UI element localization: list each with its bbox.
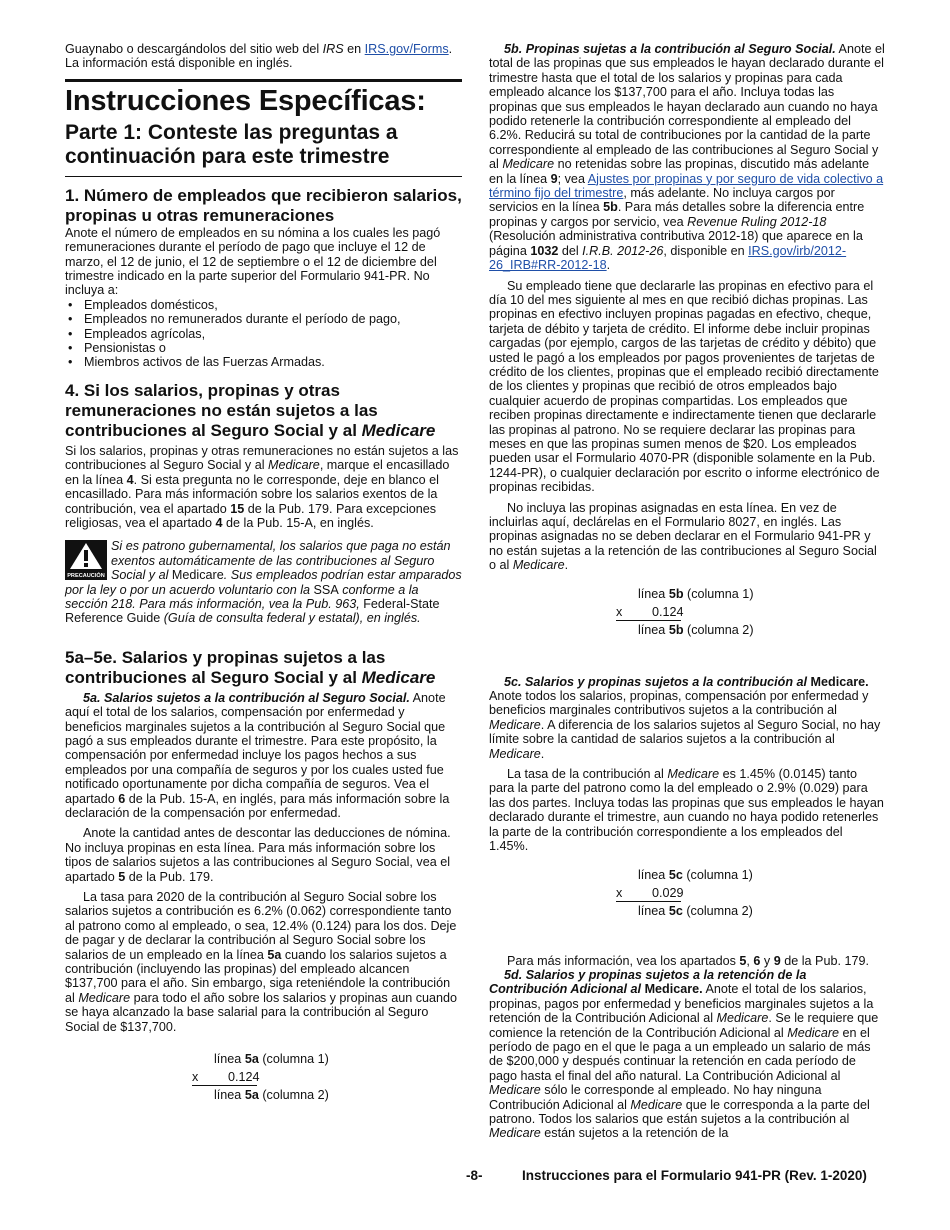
caution-italic: . Sus empleados podrían estar amparados por la ley o por un acuerdo voluntario con la [65, 568, 462, 597]
formula-ref: 5a [244, 1088, 259, 1103]
formula-ref: 5b [668, 622, 684, 637]
right-column [489, 42, 885, 1141]
body-text: No incluya las propinas asignadas en esta línea. En vez de incluirlas aquí, declárelas en el Formulario 8027, en inglés. Las propinas asignadas no se deben declarar en el Formulario 941-PR y no están sujetas a la retención de las contribuciones al Seguro Social o al [489, 500, 877, 573]
formula-line-1 [638, 585, 754, 603]
body-text: de la Pub. 179. [780, 953, 869, 968]
formula-text: (columna 1) [683, 586, 754, 601]
heading-text: 4. Si los salarios, propinas y otras remuneraciones no están sujetos a las contribuciones al Seguro Social y al [65, 380, 378, 440]
body-italic: Medicare [268, 458, 320, 473]
formula-rate: 0.029 [652, 885, 684, 900]
section-5-heading [65, 648, 462, 688]
formula-ref: 5c [668, 903, 683, 918]
formula-ref: 5c [668, 867, 683, 882]
body-text: , marque el encasillado en la línea [65, 458, 450, 487]
body-text: . [564, 558, 569, 573]
body-italic: Medicare [787, 1025, 840, 1040]
line-ref: 5b [603, 200, 618, 215]
list-item: • Empleados domésticos, [65, 298, 462, 312]
section-5a-paragraph-2 [65, 826, 462, 884]
intro-text: en [343, 42, 365, 56]
heading-italic: Medicare [361, 667, 436, 687]
formula-text: (columna 1) [682, 867, 753, 882]
body-text: , [746, 953, 754, 968]
formula-text: (columna 2) [682, 903, 753, 918]
multiply-sign: x [616, 604, 623, 619]
body-text: Anote la cantidad antes de descontar las deducciones de nómina. No incluya propinas en esta línea. Para más información sobre los tipos de salarios sujetos a las contribuciones al Seguro Social, vea el apartado [65, 826, 451, 884]
caution-note [65, 539, 462, 625]
caution-icon [65, 540, 107, 580]
body-italic: I.R.B. 2012-26 [582, 243, 664, 258]
lead-in: Medicare. [810, 674, 869, 689]
formula-line-2 [638, 902, 753, 920]
caution-plain: SSA [313, 582, 339, 597]
section-ref: 5 [118, 869, 126, 884]
formula-ref: 5b [668, 586, 684, 601]
formula-5a [192, 1050, 462, 1104]
formula-5c [616, 866, 885, 920]
irs-forms-link[interactable]: IRS.gov/Forms [364, 42, 449, 56]
body-text: (Resolución administrativa contributiva 2012-18) que aparece en la página [489, 229, 863, 258]
irb-link[interactable]: IRS.gov/irb/2012-26_IRB#RR-2012-18 [489, 243, 847, 273]
body-text: ; vea [557, 171, 588, 186]
body-text: . [540, 746, 545, 761]
heading-text: 5a–5e. Salarios y propinas sujetos a las contribuciones al Seguro Social y al [65, 647, 386, 687]
list-item: • Pensionistas o [65, 341, 462, 355]
caution-plain: Medicare [171, 568, 224, 583]
body-italic: Medicare [489, 1126, 541, 1141]
formula-text: línea [638, 586, 669, 601]
list-item: • Empleados no remunerados durante el período de pago, [65, 312, 462, 326]
exclusion-list [65, 298, 462, 370]
body-text: . Se le requiere que comience la retención de la Contribución Adicional al [489, 1011, 879, 1040]
section-1-body: Anote el número de empleados en su nómina a los cuales les pagó remuneraciones durante el período de pago que incluye el 12 de marzo, el 12 de junio, el 12 de septiembre o el 12 de diciembre del trimestre indicado en la parte superior del Formulario 941-PR. No incluya a: [65, 225, 441, 298]
body-italic: Medicare [667, 767, 720, 782]
section-1-heading: 1. Número de empleados que recibieron salarios, propinas u otras remuneraciones [65, 185, 462, 225]
more-info-paragraph [489, 954, 885, 968]
body-text: , disponible en [663, 243, 749, 258]
body-text: de la Pub. 179. Para excepciones religiosas, vea el apartado [65, 501, 437, 530]
line-ref: 9 [550, 171, 558, 186]
section-4-body [65, 444, 462, 530]
body-text: Anote aquí el total de los salarios, compensación por enfermedad y beneficios marginales sujetos a la contribución al Seguro Social que pagó a sus empleados durante el trimestre. Para este propósito, la compensación por enfermedad incluye los pagos hechos a sus empleados por una compañía de seguros y por los cuales usted fue notificado oportunamente por dicha compañía de seguros. Vea el apartado [65, 690, 446, 806]
section-ref: 6 [753, 953, 761, 968]
multiply-sign: x [192, 1070, 199, 1085]
section-ref: 15 [230, 501, 245, 516]
body-text: cuando los salarios sujetos a contribución (incluyendo las propinas) del empleado alcancen $137,700 para el año. Sin embargo, siga reteniéndole la contribución al [65, 947, 451, 1005]
caution-plain: Federal-State Reference Guide [65, 596, 440, 626]
body-text: en el período de pago en el que le paga a un empleado un salario de más de $200,000 y después continuar la retención en cada período de pago hasta el final del año natural. La Contribución Adicional al [489, 1025, 871, 1083]
body-text: . Si esta pregunta no le corresponde, deje en blanco el encasillado. Para más información sobre los salarios exentos de la contribución, vea el apartado [65, 472, 439, 516]
formula-rate: 0.124 [228, 1070, 260, 1085]
divider [65, 176, 462, 177]
formula-text: línea [214, 1088, 245, 1103]
formula-line-2 [638, 621, 754, 639]
body-text: Si los salarios, propinas y otras remuneraciones no están sujetos a las contribuciones al Seguro Social y al [65, 443, 459, 473]
section-5a-paragraph [65, 691, 462, 821]
section-5b-paragraph-3 [489, 501, 885, 573]
body-italic: Medicare [502, 157, 555, 172]
formula-text: (columna 2) [683, 622, 754, 637]
section-ref: 5 [739, 953, 747, 968]
body-text: La tasa de la contribución al [507, 767, 668, 782]
intro-text: . La información está disponible en inglés. [65, 42, 453, 71]
multiply-sign: x [616, 885, 623, 900]
body-text: La tasa para 2020 de la contribución al Seguro Social sobre los salarios sujetos a contribución es 6.2% (0.062) correspondiente tanto al patrono como al empleado, o sea, 12.4% (0.124) para los dos. Deje de pagar y de declarar la contribución al Seguro Social sobre los salarios de un empleado en la línea [65, 890, 457, 962]
body-italic: Medicare [716, 1011, 769, 1026]
section-5c-paragraph-2 [489, 767, 885, 853]
body-text: sólo le corresponde al empleado. No hay ninguna Contribución Adicional al [489, 1083, 822, 1112]
body-italic: Medicare [489, 746, 541, 761]
lead-in: 5b. Propinas sujetas a la contribución al Seguro Social. [504, 42, 836, 56]
section-5d-paragraph [489, 968, 885, 1141]
formula-ref: 5a [244, 1052, 259, 1067]
line-ref: 5a [267, 947, 282, 962]
intro-text: Guaynabo o descargándolos del sitio web del [65, 42, 323, 56]
body-text: de la Pub. 179. [125, 869, 214, 884]
formula-text: línea [638, 622, 669, 637]
body-text: para todo el año sobre los salarios y propinas aun cuando se haya alcanzado la base salarial para la contribución al Seguro Social de $137,700. [65, 990, 458, 1034]
body-text: que le corresponda a la parte del patrono. Todos los salarios que están sujetos a la contribución al [489, 1097, 870, 1126]
formula-text: (columna 2) [258, 1088, 329, 1103]
body-italic: Medicare [78, 990, 131, 1005]
body-text: de la Pub. 15-A, en inglés, para más información sobre la declaración de la compensación por enfermedad. [65, 791, 450, 820]
body-text: y [760, 953, 774, 968]
formula-line-1 [638, 866, 753, 884]
tips-adjustment-link[interactable]: Ajustes por propinas y por seguro de vida colectivo a término fijo del trimestre [489, 171, 884, 201]
list-item: • Empleados agrícolas, [65, 327, 462, 341]
body-italic: Medicare [489, 717, 541, 732]
section-5b-paragraph [489, 42, 885, 273]
section-5c-paragraph [489, 675, 885, 761]
section-rule [65, 79, 462, 82]
body-text: están sujetos a la retención de la [540, 1126, 729, 1141]
body-text: . A diferencia de los salarios sujetos al Seguro Social, no hay límite sobre la cantidad de salarios sujetos a la contribución al [489, 717, 881, 747]
body-text: . Para más detalles sobre la diferencia entre propinas y cargos por servicio, vea [489, 200, 865, 229]
formula-rate: 0.124 [652, 604, 684, 619]
irs-text: IRS [322, 42, 344, 56]
caution-italic: (Guía de consulta federal y estatal), en inglés. [160, 611, 421, 626]
section-ref: 4 [215, 515, 223, 530]
body-text: del [558, 243, 583, 258]
lead-in: Medicare. [644, 982, 703, 997]
left-column [65, 42, 462, 1104]
section-ref: 9 [773, 953, 781, 968]
body-text: Anote el total de los salarios, propinas, pagos por enfermedad y beneficios marginales sujetos a la retención de la Contribución Adicional al [489, 982, 874, 1026]
page-number: -8- [466, 1168, 483, 1183]
section-5b-paragraph-2: Su empleado tiene que declararle las propinas en efectivo para el día 10 del mes siguiente al mes en que recibió dichas propinas. Las propinas en efectivo incluyen propinas pagadas en efectivo, cheque, tarjeta de débito y tarjeta de crédito. El informe debe incluir propinas cargadas (por ejemplo, cargos de las tarjetas de crédito y débito) que usted le pagó a los empleados por pagos provenientes de tarjetas de crédito de los clientes, propinas que el empleado recibió directamente de los clientes y propinas que recibió de otros empleados bajo cualquier acuerdo de propinas compartidas. Los empleados que reciben propinas directamente e indirectamente tienen que declararle las propinas al patrono. No se requiere declarar las propinas para meses en que las propinas sumen menos de $20. Los empleados pueden usar el Formulario 4070-PR (disponible solamente en la Pub. 1244-PR), o cualquier declaración por escrito o informe electrónico de propinas recibidas. [489, 278, 880, 495]
heading-italic: Medicare [361, 420, 436, 440]
caution-italic: Si es patrono gubernamental, los salarios que paga no están exentos automáticamente de las contribuciones al Seguro Social y al [111, 539, 451, 583]
body-text: . [606, 258, 611, 273]
body-text: Anote el total de las propinas que sus empleados le hayan declarado durante el trimestre hasta que el total de los salarios y propinas para cada empleado alcance los $137,700 para el año. Incluya todas las propinas que sus empleados le hayan declarado aun cuando no haya podido retenerle la contribución correspondiente al empleado del 6.2%. Reducirá su total de contribuciones por la cantidad de la parte correspondiente al empleado de las contribuciones al Seguro Social y al [489, 42, 885, 172]
caution-label: PRECAUCIÓN [67, 573, 105, 580]
caution-italic: conforme a la sección 218. Para más información, vea la Pub. 963, [65, 582, 419, 611]
section-5a-paragraph-3 [65, 890, 462, 1034]
body-text: , más adelante. No incluya cargos por servicios en la línea [489, 186, 835, 215]
formula-text: línea [214, 1052, 245, 1067]
lead-in: 5c. Salarios y propinas sujetos a la contribución al [504, 674, 811, 689]
lead-in: 5a. Salarios sujetos a la contribución al Seguro Social. [83, 690, 410, 705]
body-italic: Revenue Ruling 2012-18 [687, 214, 827, 229]
formula-text: línea [638, 867, 669, 882]
page-title: Instrucciones Específicas: [65, 84, 426, 117]
intro-paragraph [65, 42, 462, 71]
formula-line-2 [214, 1086, 329, 1104]
caution-text [65, 539, 462, 625]
body-text: de la Pub. 15-A, en inglés. [222, 515, 374, 530]
formula-line-1 [214, 1050, 329, 1068]
formula-text: línea [638, 903, 669, 918]
lead-in: 5d. Salarios y propinas sujetos a la retención de la Contribución Adicional al [489, 967, 807, 997]
formula-5b [616, 585, 885, 639]
page-ref: 1032 [530, 243, 559, 258]
body-text: es 1.45% (0.0145) tanto para la parte del patrono como la del empleado o 2.9% (0.029) para las dos partes. Incluya todas las propinas que sus empleados le hayan declarado durante el trimestre, aun cuando no haya podido retenerles la parte de la contribución correspondiente a los empleados del 1.45%. [489, 767, 884, 854]
body-text: no retenidas sobre las propinas, discutido más adelante en la línea [489, 157, 870, 186]
body-text: Para más información, vea los apartados [507, 953, 740, 968]
list-item: • Miembros activos de las Fuerzas Armadas. [65, 355, 462, 369]
footer-title: Instrucciones para el Formulario 941-PR (Rev. 1-2020) [522, 1168, 867, 1183]
body-italic: Medicare [630, 1097, 683, 1112]
body-text: Anote todos los salarios, propinas, compensación por enfermedad y beneficios marginales contributivos sujetos a la contribución al [489, 689, 869, 718]
formula-text: (columna 1) [258, 1052, 329, 1067]
body-italic: Medicare [489, 1083, 541, 1098]
section-4-heading [65, 381, 462, 441]
part-subtitle: Parte 1: Conteste las preguntas a continuación para este trimestre [65, 120, 398, 168]
section-ref: 6 [118, 791, 126, 806]
body-italic: Medicare [512, 558, 565, 573]
line-ref: 4 [126, 472, 134, 487]
